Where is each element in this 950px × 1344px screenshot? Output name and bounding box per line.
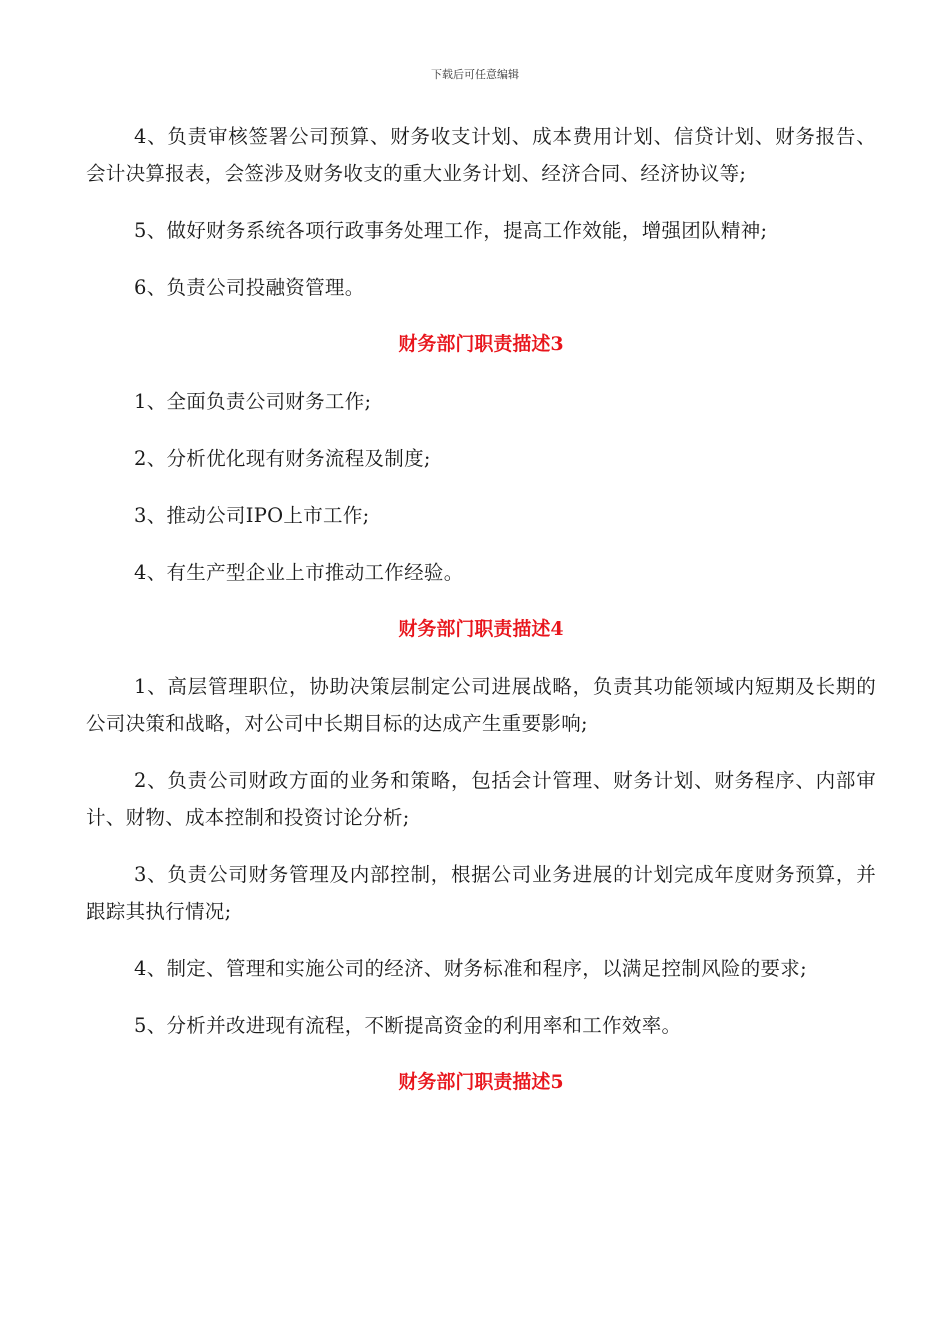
list-item: 5、做好财务系统各项行政事务处理工作，提高工作效能，增强团队精神; bbox=[134, 219, 768, 242]
page-header-note: 下载后可任意编辑 bbox=[431, 68, 519, 81]
section-4-title: 财务部门职责描述4 bbox=[398, 618, 564, 640]
list-item: 4、负责审核签署公司预算、财务收支计划、成本费用计划、信贷计划、财务报告、会计决算报表，会签涉及财务收支的重大业务计划、经济合同、经济协议等; bbox=[86, 125, 876, 185]
section-5-title: 财务部门职责描述5 bbox=[398, 1071, 564, 1093]
document-body bbox=[86, 118, 876, 1101]
list-item: 6、负责公司投融资管理。 bbox=[134, 276, 365, 299]
list-item: 1、全面负责公司财务工作; bbox=[134, 390, 372, 413]
list-item: 2、分析优化现有财务流程及制度; bbox=[134, 447, 431, 470]
list-item: 4、有生产型企业上市推动工作经验。 bbox=[134, 561, 464, 584]
list-item: 5、分析并改进现有流程，不断提高资金的利用率和工作效率。 bbox=[134, 1014, 682, 1037]
list-item: 4、制定、管理和实施公司的经济、财务标准和程序，以满足控制风险的要求; bbox=[134, 957, 807, 980]
list-item: 3、负责公司财务管理及内部控制，根据公司业务进展的计划完成年度财务预算，并跟踪其执行情况; bbox=[86, 863, 876, 923]
list-item: 2、负责公司财政方面的业务和策略，包括会计管理、财务计划、财务程序、内部审计、财物、成本控制和投资讨论分析; bbox=[86, 769, 876, 829]
list-item: 1、高层管理职位，协助决策层制定公司进展战略，负责其功能领域内短期及长期的公司决策和战略，对公司中长期目标的达成产生重要影响; bbox=[86, 675, 876, 735]
list-item: 3、推动公司IPO上市工作; bbox=[134, 504, 370, 527]
section-3-title: 财务部门职责描述3 bbox=[398, 333, 564, 355]
